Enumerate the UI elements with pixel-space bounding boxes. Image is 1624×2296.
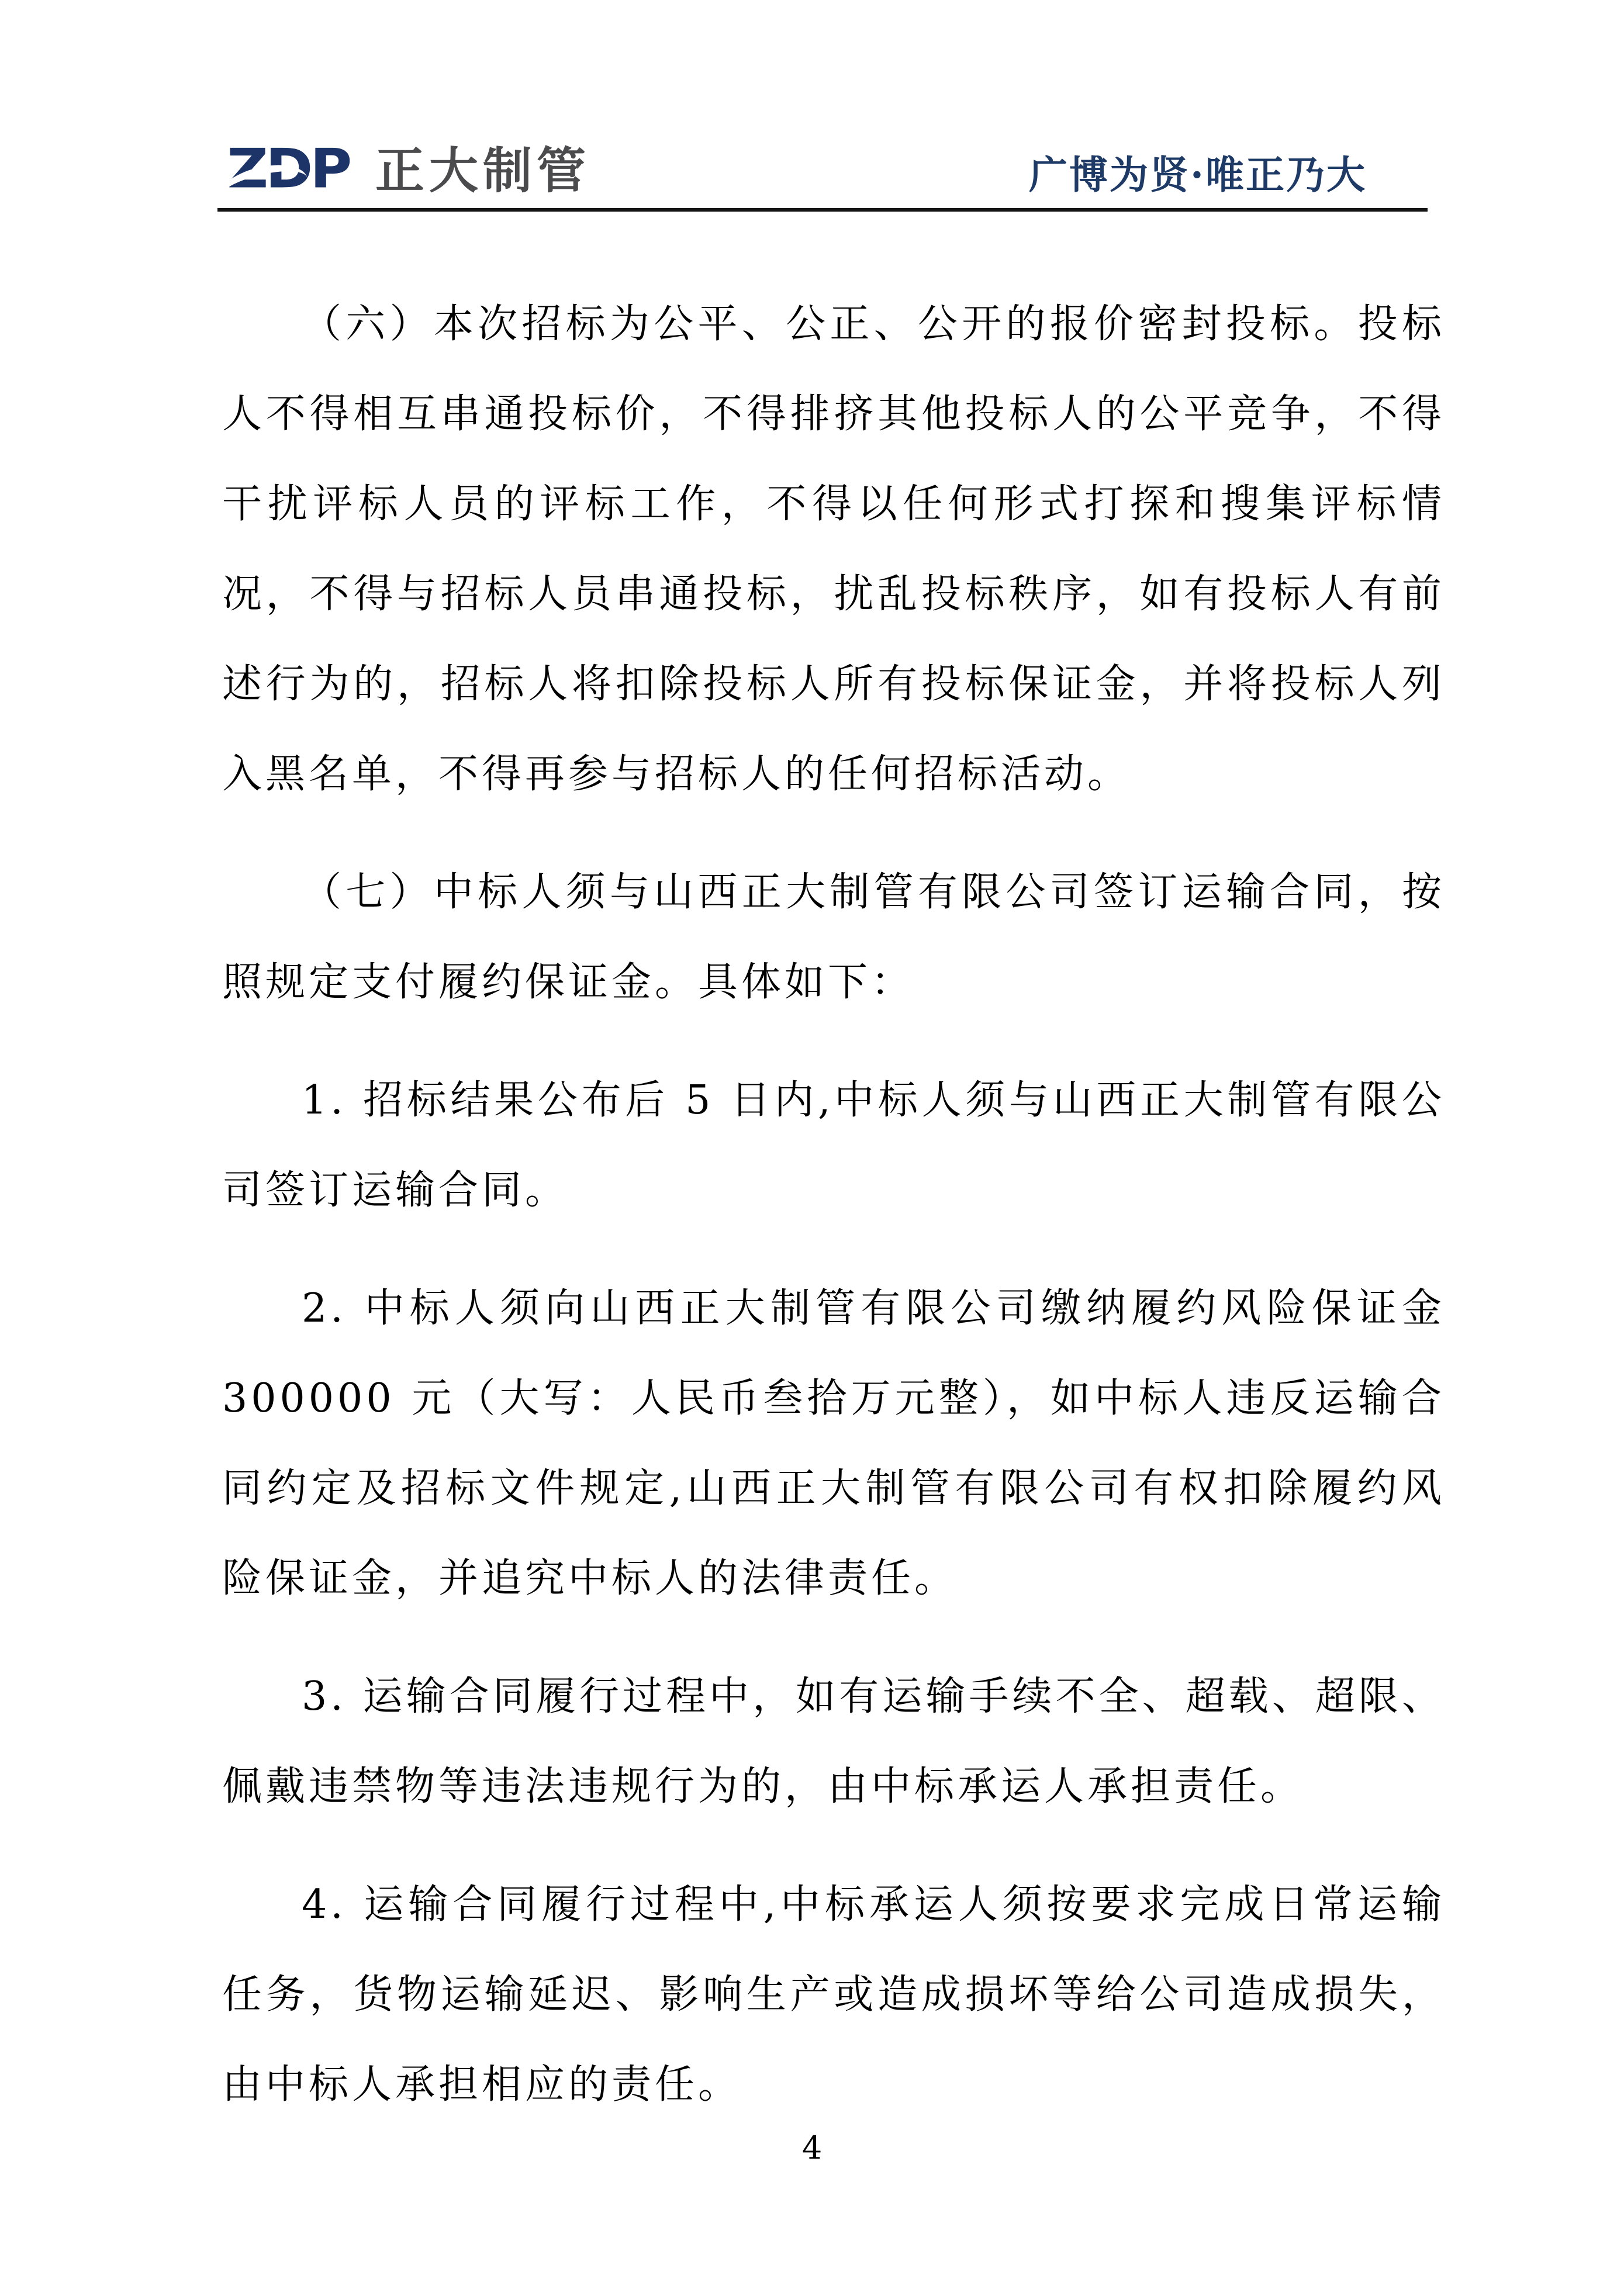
zdp-logo-mark: ZDP <box>227 137 350 201</box>
paragraph-6: （六）本次招标为公平、公正、公开的报价密封投标。投标人不得相互串通投标价，不得排挤其他投标人的公平竞争，不得干扰评标人员的评标工作，不得以任何形式打探和搜集评标情况，不得与招标人员串通投标，扰乱投标秩序，如有投标人有前述行为的，招标人将扣除投标人所有投标保证金，并将投标人列入黑名单，不得再参与招标人的任何招标活动。 <box>222 301 1445 797</box>
header-divider <box>217 208 1428 212</box>
paragraph-7: （七）中标人须与山西正大制管有限公司签订运输合同，按照规定支付履约保证金。具体如下： <box>222 869 1445 1005</box>
list-item-2: 2. 中标人须向山西正大制管有限公司缴纳履约风险保证金 300000 元（大写：人民币叁拾万元整），如中标人违反运输合同约定及招标文件规定,山西正大制管有限公司有权扣除履约风险保证金，并追究中标人的法律责任。 <box>222 1285 1445 1602</box>
list-item-1: 1. 招标结果公布后 5 日内,中标人须与山西正大制管有限公司签订运输合同。 <box>222 1077 1445 1213</box>
document-body <box>222 279 1445 2130</box>
list-item-3: 3. 运输合同履行过程中，如有运输手续不全、超载、超限、佩戴违禁物等违法违规行为的，由中标承运人承担责任。 <box>222 1673 1445 1810</box>
list-item-4: 4. 运输合同履行过程中,中标承运人须按要求完成日常运输任务，货物运输延迟、影响生产或造成损坏等给公司造成损失，由中标人承担相应的责任。 <box>222 1882 1445 2108</box>
company-slogan: 广博为贤·唯正乃大 <box>1029 152 1367 198</box>
company-name: 正大制管 <box>375 142 591 199</box>
page-number: 4 <box>801 2129 823 2166</box>
